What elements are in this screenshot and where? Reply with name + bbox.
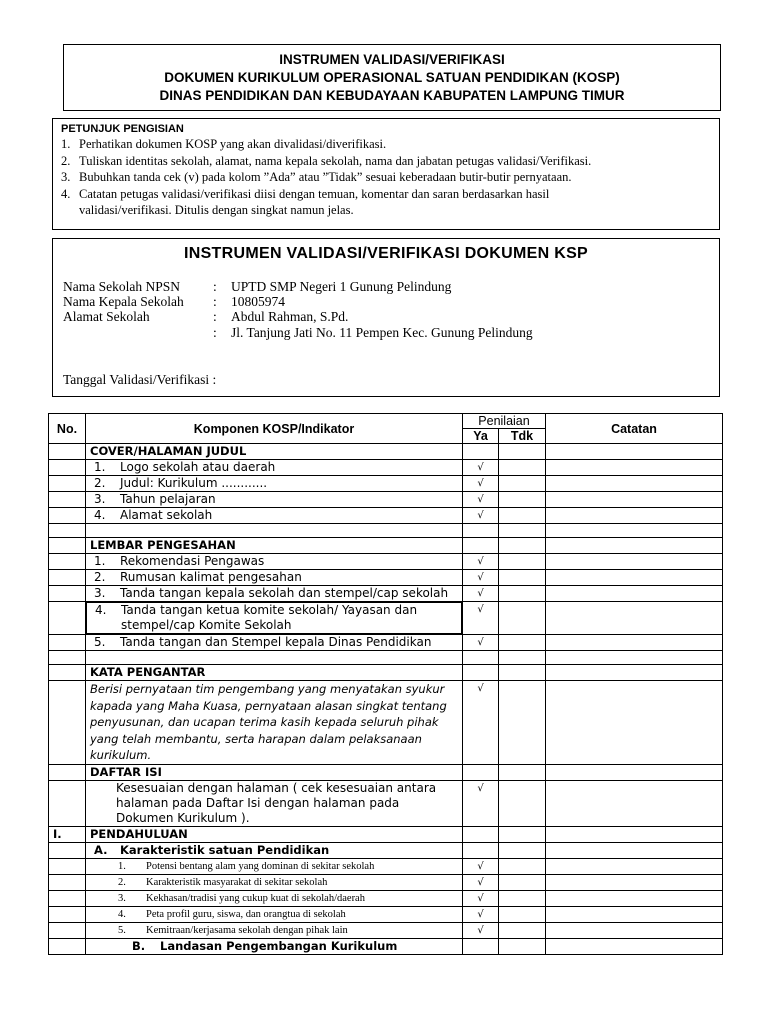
check-mark: √ [463,874,499,890]
instruction-item: 4. Catatan petugas validasi/verifikasi diisi dengan temuan, komentar dan saran berdasarkan hasil validasi/verifikasi. Ditulis dengan singkat namun jelas. [61,186,550,217]
check-mark: √ [463,508,499,524]
section-pengesahan: LEMBAR PENGESAHAN [86,538,463,554]
col-header-no: No. [49,414,86,444]
table-row: 3. Tahun pelajaran √ [49,492,723,508]
check-mark: √ [463,476,499,492]
check-mark: √ [463,635,499,651]
identity-title: INSTRUMEN VALIDASI/VERIFIKASI DOKUMEN KSP [183,245,589,262]
table-row: 2. Rumusan kalimat pengesahan √ [49,570,723,586]
section-pendahuluan: PENDAHULUAN [86,826,463,842]
check-mark: √ [463,780,499,826]
header-line-2: DOKUMEN KURIKULUM OPERASIONAL SATUAN PENDIDIKAN (KOSP) [164,70,620,85]
col-header-catatan: Catatan [546,414,723,444]
validation-date-label: Tanggal Validasi/Verifikasi : [63,372,217,387]
table-row: Kesesuaian dengan halaman ( cek kesesuaian antara halaman pada Daftar Isi dengan halaman pada Dokumen Kurikulum ). √ [49,780,723,826]
header-line-3: DINAS PENDIDIKAN DAN KEBUDAYAAN KABUPATEN LAMPUNG TIMUR [159,88,625,103]
check-mark: √ [463,460,499,476]
check-mark: √ [463,922,499,938]
check-mark: √ [463,586,499,602]
table-row: 1. Potensi bentang alam yang dominan di sekitar sekolah √ [49,858,723,874]
table-row: 2. Karakteristik masyarakat di sekitar sekolah √ [49,874,723,890]
table-row: Berisi pernyataan tim pengembang yang menyatakan syukur kapada yang Maha Kuasa, pernyataan alasan singkat tentang penyusunan, dan ucapan terima kasih kepada seluruh pihak yang telah membantu, serta harapan dalam pelaksanaan kurikulum. √ [49,681,723,765]
section-number: I. [49,826,86,842]
check-mark: √ [463,681,499,765]
table-row: 4. Tanda tangan ketua komite sekolah/ Yayasan dan stempel/cap Komite Sekolah √ [49,602,723,635]
section-pengantar: KATA PENGANTAR [86,665,463,681]
check-mark: √ [463,570,499,586]
instruction-item: 1. Perhatikan dokumen KOSP yang akan divalidasi/diverifikasi. [61,137,387,151]
table-row: 4. Peta profil guru, siswa, dan orangtua di sekolah √ [49,906,723,922]
identity-row-address: Alamat Sekolah : Abdul Rahman, S.Pd. [63,309,349,324]
col-header-ya: Ya [463,429,499,444]
identity-row-school: Nama Sekolah NPSN : UPTD SMP Negeri 1 Gunung Pelindung [63,279,452,294]
check-mark: √ [463,906,499,922]
table-row: 3. Tanda tangan kepala sekolah dan stempel/cap sekolah √ [49,586,723,602]
subsection-a-title: Karakteristik satuan Pendidikan [120,842,330,857]
col-header-komponen: Komponen KOSP/Indikator [86,414,463,444]
check-mark: √ [463,554,499,570]
col-header-penilaian: Penilaian [463,414,546,429]
check-mark: √ [463,492,499,508]
header-line-1: INSTRUMEN VALIDASI/VERIFIKASI [279,52,505,67]
identity-row-address-2: : Jl. Tanjung Jati No. 11 Pempen Kec. Gunung Pelindung [213,325,533,340]
table-row: 1. Rekomendasi Pengawas √ [49,554,723,570]
instructions-title: PETUNJUK PENGISIAN [61,123,184,135]
check-mark: √ [463,858,499,874]
school-identity-box [52,238,720,397]
instruction-item: 3. Bubuhkan tanda cek (v) pada kolom ”Ada” atau ”Tidak” sesuai keberadaan butir-butir pernyataan. [61,170,572,184]
section-cover: COVER/HALAMAN JUDUL [86,444,463,460]
identity-row-principal: Nama Kepala Sekolah : 10805974 [63,294,285,309]
document-header [63,44,721,111]
check-mark: √ [463,890,499,906]
col-header-tdk: Tdk [499,429,546,444]
table-row: 3. Kekhasan/tradisi yang cukup kuat di sekolah/daerah √ [49,890,723,906]
check-mark: √ [463,602,499,635]
table-row: 1. Logo sekolah atau daerah √ [49,460,723,476]
instruction-item: 2. Tuliskan identitas sekolah, alamat, nama kepala sekolah, nama dan jabatan petugas validasi/Verifikasi. [61,153,592,168]
instructions-box [52,118,720,230]
table-row: 5. Tanda tangan dan Stempel kepala Dinas Pendidikan √ [49,635,723,651]
subsection-b-title: Landasan Pengembangan Kurikulum [160,938,398,953]
validation-table: No. Komponen KOSP/Indikator Penilaian Catatan Ya Tdk COVER/HALAMAN JUDUL 1. Logo sekolah atau daerah √ 2. Judul: Kurikulum ............ √ 3. Tahun pelajaran √ 4. Alamat sekolah √ LEMBAR PENGESAHAN 1. Rekomendasi Pengawas √ 2. Rumusan kalimat pengesahan √ 3. Tanda tangan kepala sekolah dan stempel/cap sekolah √ 4. Tanda tangan ketua komite sekolah/ Yayasan dan stempel/cap Komite Sekolah √ 5. Tanda tangan dan Stempel kepala Dinas Pendidikan √ KATA PENGANTAR Berisi pernyataan tim pengembang yang menyatakan syukur kapada yang Maha Kuasa, pernyataan alasan singkat tentang penyusunan, dan ucapan terima kasih kepada seluruh pihak yang telah membantu, serta harapan dalam pelaksanaan kurikulum. √ DAFTAR ISI Kesesuaian dengan halaman ( cek kesesuaian antara halaman pada Daftar Isi dengan halaman pada Dokumen Kurikulum ). √ I. PENDAHULUAN A. Karakteristik satuan Pendidikan 1. Potensi bentang alam yang dominan di sekitar sekolah √ 2. Karakteristik masyarakat di sekitar sekolah √ 3. Kekhasan/tradisi yang cukup kuat di sekolah/daerah √ 4. Peta profil guru, siswa, dan orangtua di sekolah √ 5. Kemitraan/kerjasama sekolah dengan pihak lain √ B. Landasan Pengembangan Kurikulum [48,413,723,955]
table-row: 4. Alamat sekolah √ [49,508,723,524]
table-row: 2. Judul: Kurikulum ............ √ [49,476,723,492]
section-daftar-isi: DAFTAR ISI [86,764,463,780]
table-row: 5. Kemitraan/kerjasama sekolah dengan pihak lain √ [49,922,723,938]
